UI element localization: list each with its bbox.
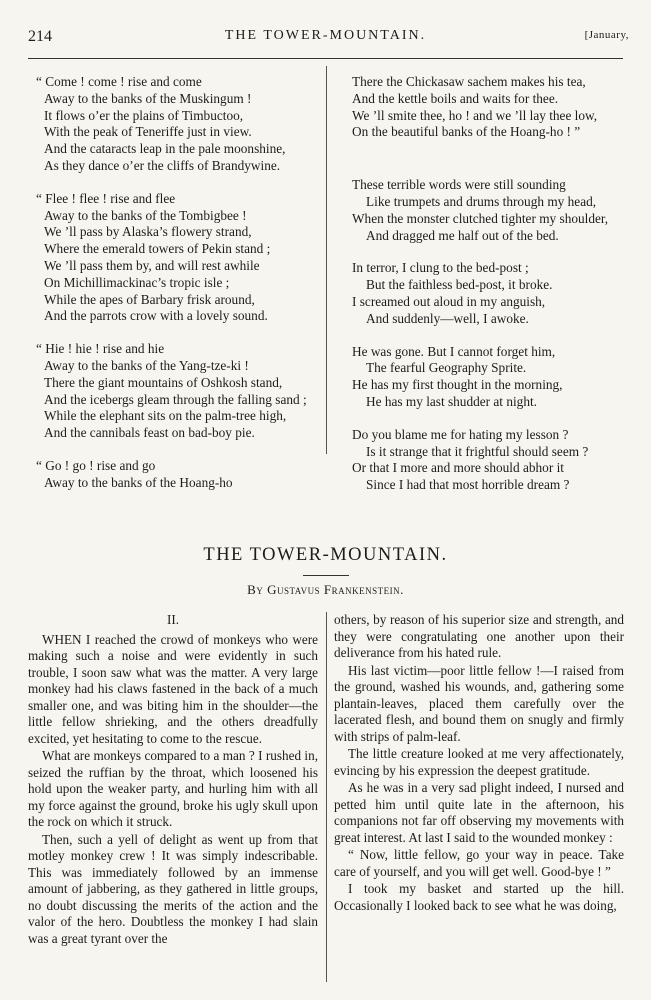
verse-line: He has my first thought in the morning, xyxy=(352,377,563,393)
page-number: 214 xyxy=(28,28,52,45)
verse-line: But the faithless bed-post, it broke. xyxy=(366,277,553,293)
verse-line: “ Flee ! flee ! rise and flee xyxy=(36,190,176,206)
verse-line: He was gone. But I cannot forget him, xyxy=(352,343,556,359)
poem-column-rule xyxy=(326,66,327,454)
verse-line: Where the emerald towers of Pekin stand ; xyxy=(44,241,271,257)
verse-line: And suddenly—well, I awoke. xyxy=(366,310,529,326)
poem-right-column xyxy=(352,74,608,510)
verse-line: These terrible words were still sounding xyxy=(352,177,566,193)
article-title: THE TOWER-MOUNTAIN. xyxy=(203,545,448,565)
verse-line: With the peak of Teneriffe just in view. xyxy=(44,124,252,140)
stanza xyxy=(36,457,307,492)
verse-line: “ Hie ! hie ! rise and hie xyxy=(36,341,165,357)
verse-line: Away to the banks of the Hoang-ho xyxy=(44,474,233,490)
verse-line: We ’ll smite thee, ho ! and we ’ll lay thee low, xyxy=(352,107,598,123)
article-right-column xyxy=(334,612,624,915)
verse-line: While the apes of Barbary frisk around, xyxy=(44,291,255,307)
verse-line: The fearful Geography Sprite. xyxy=(366,360,527,376)
paragraph: What are monkeys compared to a man ? I rushed in, seized the ruffian by the throat, which loosened his hold upon the weaker party, and hurling him with all my force against the ground, broke his ugly skull upon the rock on which it struck. xyxy=(28,748,318,829)
paragraph: As he was in a very sad plight indeed, I nursed and petted him until quite late in the afternoon, his companions not far off observing my movements with great interest. At last I said to the wounded monkey : xyxy=(334,780,624,845)
issue-month: [January, xyxy=(584,29,629,41)
verse-line: Away to the banks of the Muskingum ! xyxy=(44,90,252,106)
verse-line: And the icebergs gleam through the falling sand ; xyxy=(44,391,307,407)
stanza xyxy=(36,74,307,175)
verse-line: There the Chickasaw sachem makes his tea, xyxy=(352,74,586,89)
verse-line: And the cannibals feast on bad-boy pie. xyxy=(44,425,255,441)
verse-line: Since I had that most horrible dream ? xyxy=(366,477,570,493)
byline-prefix: By xyxy=(247,582,264,597)
byline xyxy=(0,582,651,598)
verse-line: Like trumpets and drums through my head, xyxy=(366,193,597,209)
verse-line: We ’ll pass them by, and will rest awhile xyxy=(44,257,260,273)
paragraph: Then, such a yell of delight as went up from that motley monkey crew ! It was simply indescribable. This was immediately followed by an immense amount of jabbering, as they gathered in little groups, no doubt discussing the merits of the action and the valor of the hero. Doubtless the monkey I had slain was a great tyrant over the xyxy=(28,831,318,946)
verse-line: “ Come ! come ! rise and come xyxy=(36,74,202,89)
paragraph: others, by reason of his superior size and strength, and they were congratulating one another upon their deliverance from his hated rule. xyxy=(334,612,624,660)
verse-line: And the parrots crow with a lovely sound. xyxy=(44,308,268,324)
verse-line: Away to the banks of the Yang-tze-ki ! xyxy=(44,357,249,373)
stanza xyxy=(36,190,307,325)
stanza xyxy=(352,260,608,327)
paragraph: “ Now, little fellow, go your way in peace. Take care of yourself, and you will get well. Good-bye ! ” xyxy=(334,847,624,879)
verse-line: It flows o’er the plains of Timbuctoo, xyxy=(44,107,244,123)
verse-line: Away to the banks of the Tombigbee ! xyxy=(44,207,247,223)
verse-line: And the kettle boils and waits for thee. xyxy=(352,90,559,106)
verse-line: I screamed out aloud in my anguish, xyxy=(352,293,546,309)
paragraph: The little creature looked at me very affectionately, evincing by his expression the deepest gratitude. xyxy=(334,746,624,778)
verse-line: As they dance o’er the cliffs of Brandywine. xyxy=(44,157,281,173)
stanza xyxy=(352,427,608,494)
paragraph: WHEN I reached the crowd of monkeys who were making such a noise and were evidently in such trouble, I soon saw what was the matter. A very large monkey had his claws fastened in the back of a much smaller one, and was biting him in the shoulder—the little fellow shrieking, and the others dreadfully excited, yet hesitating to come to the rescue. xyxy=(28,631,318,746)
stanza xyxy=(36,341,307,442)
header-rule xyxy=(28,58,623,59)
verse-line: On Michillimackinac’s tropic isle ; xyxy=(44,274,230,290)
stanza xyxy=(352,344,608,411)
article-column-rule xyxy=(326,612,327,982)
verse-line: And dragged me half out of the bed. xyxy=(366,227,559,243)
verse-line: And the cataracts leap in the pale moonshine, xyxy=(44,141,286,157)
running-title: THE TOWER-MOUNTAIN. xyxy=(224,28,427,43)
stanza xyxy=(352,177,608,244)
chapter-number: II. xyxy=(166,612,180,627)
page-header xyxy=(28,28,629,50)
verse-line: Or that I more and more should abhor it xyxy=(352,460,564,476)
verse-line: On the beautiful banks of the Hoang-ho ! ” xyxy=(352,124,581,140)
verse-line: There the giant mountains of Oshkosh stand, xyxy=(44,374,283,390)
verse-line: “ Go ! go ! rise and go xyxy=(36,457,156,473)
verse-line: Do you blame me for hating my lesson ? xyxy=(352,426,569,442)
verse-line: Is it strange that it frightful should seem ? xyxy=(366,443,589,459)
verse-line: When the monster clutched tighter my shoulder, xyxy=(352,210,609,226)
verse-line: We ’ll pass by Alaska’s flowery strand, xyxy=(44,224,252,240)
author-name: Gustavus Frankenstein. xyxy=(267,582,404,597)
title-rule xyxy=(303,575,349,576)
verse-line: He has my last shudder at night. xyxy=(366,393,537,409)
verse-line: In terror, I clung to the bed-post ; xyxy=(352,260,529,276)
verse-line: While the elephant sits on the palm-tree high, xyxy=(44,408,287,424)
paragraph: I took my basket and started up the hill. Occasionally I looked back to see what he was doing, xyxy=(334,881,624,913)
article-left-column xyxy=(28,612,318,948)
stanza xyxy=(352,74,608,141)
paragraph: His last victim—poor little fellow !—I raised from the ground, washed his wounds, and, gathering some plantain-leaves, placed them carefully over the lacerated flesh, and bound them on snugly and firmly with strips of palm-leaf. xyxy=(334,662,624,744)
poem-left-column xyxy=(36,74,307,508)
